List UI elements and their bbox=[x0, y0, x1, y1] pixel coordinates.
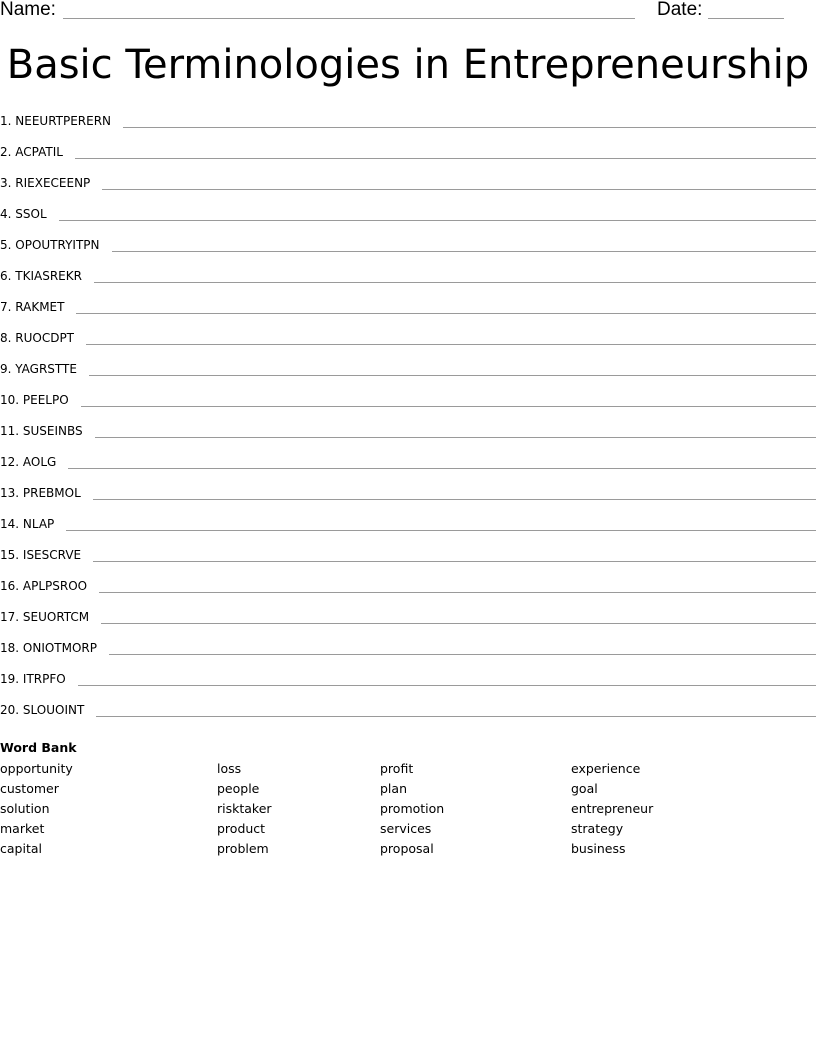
word-bank-item: customer bbox=[0, 781, 59, 796]
word-bank-item: capital bbox=[0, 841, 42, 856]
answer-line[interactable] bbox=[101, 623, 816, 624]
answer-line[interactable] bbox=[89, 375, 816, 376]
word-bank-item: experience bbox=[571, 761, 641, 776]
word-bank-column bbox=[571, 759, 653, 859]
header bbox=[0, 0, 816, 24]
scrambled-word: 12. AOLG bbox=[0, 455, 57, 469]
answer-line[interactable] bbox=[102, 189, 816, 190]
answer-line[interactable] bbox=[76, 313, 816, 314]
word-bank-item: plan bbox=[380, 781, 407, 796]
question-row bbox=[0, 701, 816, 732]
question-row bbox=[0, 360, 816, 391]
scrambled-word: 1. NEEURTPERERN bbox=[0, 114, 112, 128]
question-row bbox=[0, 608, 816, 639]
word-bank-item: services bbox=[380, 821, 432, 836]
question-row bbox=[0, 515, 816, 546]
question-row bbox=[0, 329, 816, 360]
answer-line[interactable] bbox=[112, 251, 816, 252]
question-row bbox=[0, 267, 816, 298]
scrambled-word: 15. ISESCRVE bbox=[0, 548, 82, 562]
scrambled-word: 5. OPOUTRYITPN bbox=[0, 238, 100, 252]
word-bank-column bbox=[217, 759, 272, 859]
answer-line[interactable] bbox=[95, 437, 816, 438]
question-row bbox=[0, 639, 816, 670]
worksheet-title: Basic Terminologies in Entrepreneurship bbox=[6, 42, 810, 88]
word-bank-item: risktaker bbox=[217, 801, 272, 816]
name-label: Name: bbox=[0, 0, 56, 20]
word-bank-item: business bbox=[571, 841, 626, 856]
word-bank-item: people bbox=[217, 781, 260, 796]
word-bank-item: entrepreneur bbox=[571, 801, 654, 816]
answer-line[interactable] bbox=[109, 654, 816, 655]
answer-line[interactable] bbox=[123, 127, 816, 128]
word-bank-item: promotion bbox=[380, 801, 445, 816]
scrambled-word: 14. NLAP bbox=[0, 517, 55, 531]
question-row bbox=[0, 112, 816, 143]
answer-line[interactable] bbox=[99, 592, 816, 593]
word-bank-title: Word Bank bbox=[0, 740, 77, 755]
question-list bbox=[0, 112, 816, 732]
answer-line[interactable] bbox=[81, 406, 816, 407]
word-bank-item: product bbox=[217, 821, 266, 836]
scrambled-word: 2. ACPATIL bbox=[0, 145, 63, 159]
word-bank-item: goal bbox=[571, 781, 598, 796]
question-row bbox=[0, 453, 816, 484]
name-field-line[interactable] bbox=[63, 18, 635, 19]
word-bank-item: problem bbox=[217, 841, 269, 856]
word-bank-grid bbox=[0, 759, 816, 859]
question-row bbox=[0, 577, 816, 608]
scrambled-word: 8. RUOCDPT bbox=[0, 331, 75, 345]
word-bank bbox=[0, 739, 816, 859]
scrambled-word: 13. PREBMOL bbox=[0, 486, 81, 500]
scrambled-word: 16. APLPSROO bbox=[0, 579, 88, 593]
date-field-line[interactable] bbox=[708, 18, 784, 19]
scrambled-word: 4. SSOL bbox=[0, 207, 47, 221]
question-row bbox=[0, 546, 816, 577]
scrambled-word: 3. RIEXECEENP bbox=[0, 176, 91, 190]
word-bank-item: solution bbox=[0, 801, 50, 816]
answer-line[interactable] bbox=[78, 685, 816, 686]
question-row bbox=[0, 143, 816, 174]
word-bank-item: market bbox=[0, 821, 45, 836]
answer-line[interactable] bbox=[75, 158, 816, 159]
scrambled-word: 9. YAGRSTTE bbox=[0, 362, 77, 376]
question-row bbox=[0, 391, 816, 422]
answer-line[interactable] bbox=[93, 561, 816, 562]
scrambled-word: 17. SEUORTCM bbox=[0, 610, 90, 624]
scrambled-word: 18. ONIOTMORP bbox=[0, 641, 98, 655]
question-row bbox=[0, 174, 816, 205]
answer-line[interactable] bbox=[68, 468, 816, 469]
scrambled-word: 6. TKIASREKR bbox=[0, 269, 82, 283]
answer-line[interactable] bbox=[66, 530, 816, 531]
word-bank-column bbox=[380, 759, 444, 859]
date-label: Date: bbox=[657, 0, 703, 20]
answer-line[interactable] bbox=[93, 499, 816, 500]
question-row bbox=[0, 422, 816, 453]
scrambled-word: 20. SLOUOINT bbox=[0, 703, 85, 717]
question-row bbox=[0, 205, 816, 236]
answer-line[interactable] bbox=[96, 716, 816, 717]
word-bank-column bbox=[0, 759, 73, 859]
question-row bbox=[0, 298, 816, 329]
question-row bbox=[0, 484, 816, 515]
word-bank-item: opportunity bbox=[0, 761, 73, 776]
scrambled-word: 19. ITRPFO bbox=[0, 672, 66, 686]
question-row bbox=[0, 670, 816, 701]
word-bank-item: proposal bbox=[380, 841, 434, 856]
word-bank-item: loss bbox=[217, 761, 242, 776]
scrambled-word: 7. RAKMET bbox=[0, 300, 65, 314]
answer-line[interactable] bbox=[86, 344, 816, 345]
scrambled-word: 11. SUSEINBS bbox=[0, 424, 83, 438]
answer-line[interactable] bbox=[59, 220, 816, 221]
question-row bbox=[0, 236, 816, 267]
scrambled-word: 10. PEELPO bbox=[0, 393, 69, 407]
word-bank-item: strategy bbox=[571, 821, 624, 836]
answer-line[interactable] bbox=[94, 282, 816, 283]
word-bank-item: profit bbox=[380, 761, 414, 776]
